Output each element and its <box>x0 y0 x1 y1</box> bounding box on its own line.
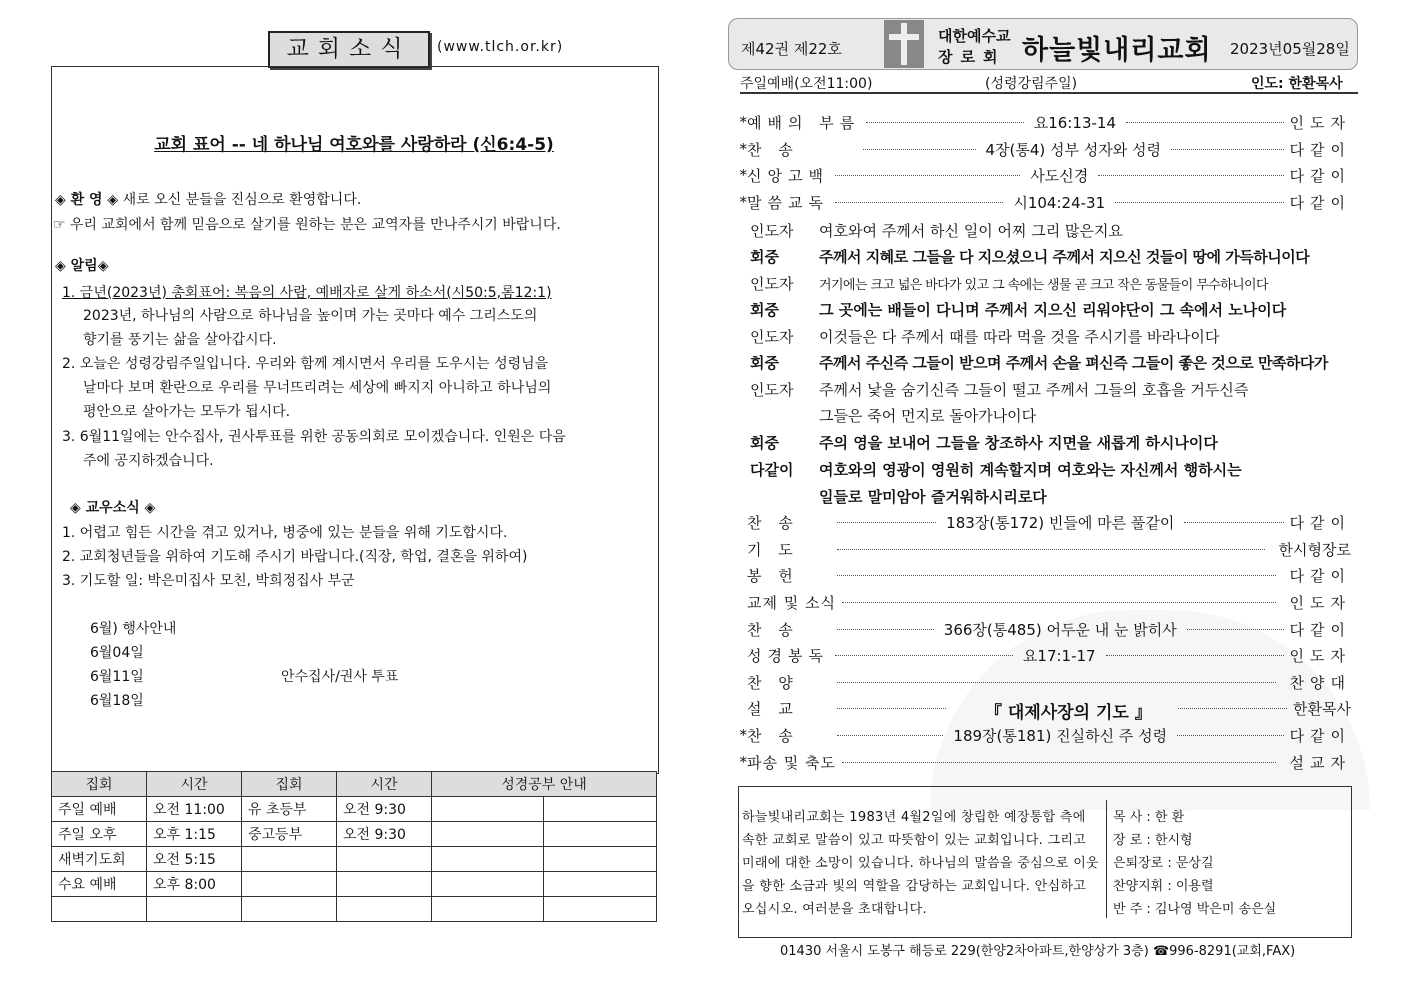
table-cell <box>242 847 337 872</box>
column-header: 시간 <box>337 772 432 797</box>
table-cell <box>432 897 544 922</box>
order-row: 찬 송 366장(통485) 어두운 내 눈 밝히사 다같이 <box>747 620 1351 639</box>
reading-text: 주께서 주신즉 그들이 받으며 주께서 손을 펴신즉 그들이 좋은 것으로 만족하다가 <box>819 354 1328 372</box>
news-line: 1. 어렵고 힘든 시간을 겪고 있거나, 병중에 있는 분들을 위해 기도합시다. <box>62 525 508 541</box>
order-row: 교제 및 소식 인도자 <box>747 593 1351 612</box>
table-row <box>52 822 657 847</box>
notice-line: 3. 6월11일에는 안수집사, 권사투표를 위한 공동의회로 모이겠습니다. 인원은 다음 <box>62 429 566 445</box>
table-row <box>52 847 657 872</box>
welcome-text: 새로 오신 분들을 진심으로 환영합니다. <box>118 192 362 208</box>
event-date: 6월11일 <box>90 669 144 685</box>
reading-text: 그들은 죽어 먼지로 돌아가나이다 <box>819 407 1037 425</box>
events-heading: 6월) 행사안내 <box>90 621 177 637</box>
staff-line: 반 주 : 김나영 박은미 송은실 <box>1113 902 1277 917</box>
notice-line: 향기를 풍기는 삶을 살아갑시다. <box>83 332 277 348</box>
table-cell <box>52 897 147 922</box>
table-cell <box>544 872 657 897</box>
order-row: 봉 헌 다같이 <box>747 566 1351 585</box>
order-row: 기 도 한시형장로 <box>747 540 1351 559</box>
order-row: * 말씀교독 시104:24-31 다같이 <box>739 193 1351 212</box>
staff-line: 장 로 : 한시형 <box>1113 833 1193 848</box>
column-header: 시간 <box>147 772 242 797</box>
bulletin-date: 2023년05월28일 <box>1230 40 1350 58</box>
event-desc: 안수집사/권사 투표 <box>281 669 399 685</box>
table-cell <box>544 897 657 922</box>
church-intro: 하늘빛내리교회는 1983년 4월2일에 창립한 예장통합 측에 속한 교회로 말씀이 있고 따뜻함이 있는 교회입니다. 그리고 미래에 대한 소망이 있습니다. 하나님의 말씀을 중심으로 이웃을 향한 소금과 빛의 역할을 감당하는 교회입니다. 안심하고 오십시오. 여러분을 초대합니다. <box>742 810 1099 917</box>
service-leader: 인도: 한환목사 <box>1251 76 1343 92</box>
reading-role: 다같이 <box>750 461 794 479</box>
table-cell <box>432 797 544 822</box>
table-cell: 오후 8:00 <box>147 872 242 897</box>
reading-text: 여호와의 영광이 영원히 계속할지며 여호와는 자신께서 행하시는 <box>819 461 1242 479</box>
notice-line: 평안으로 살아가는 모두가 됩시다. <box>83 404 291 420</box>
staff-line: 찬양지휘 : 이용렬 <box>1113 879 1214 894</box>
table-cell: 수요 예배 <box>52 872 147 897</box>
table-cell <box>544 797 657 822</box>
table-cell <box>242 897 337 922</box>
info-divider <box>1106 800 1107 918</box>
denomination: 대한예수교 <box>938 27 1011 45</box>
cross-logo-vertical <box>901 23 907 65</box>
table-header-row <box>52 772 657 797</box>
reading-role: 회중 <box>750 434 779 452</box>
column-header: 집회 <box>52 772 147 797</box>
notice-line: 2. 오늘은 성령강림주일입니다. 우리와 함께 계시면서 우리를 도우시는 성령님을 <box>62 356 549 372</box>
table-cell: 유 초등부 <box>242 797 337 822</box>
reading-text: 이것들은 다 주께서 때를 따라 먹을 것을 주시기를 바라나이다 <box>819 328 1220 346</box>
notice-line: 날마다 보며 환란으로 우리를 무너뜨리려는 세상에 빠지지 아니하고 하나님의 <box>83 380 552 396</box>
table-cell <box>147 897 242 922</box>
reading-text: 그 곳에는 배들이 다니며 주께서 지으신 리워야단이 그 속에서 노나이다 <box>819 301 1287 319</box>
table-cell <box>544 847 657 872</box>
denomination-sub: 장로회 <box>938 48 1006 66</box>
page-title: 교회소식 <box>268 31 430 68</box>
reading-text: 주께서 낯을 숨기신즉 그들이 떨고 주께서 그들의 호흡을 거두신즉 <box>819 381 1249 399</box>
table-cell: 오전 9:30 <box>337 822 432 847</box>
reading-role: 인도자 <box>750 275 794 293</box>
sermon-title: 『 대제사장의 기도 』 <box>985 703 1152 723</box>
church-address: 01430 서울시 도봉구 해등로 229(한양2차아파트,한양상가 3층) ☎996-8291(교회,FAX) <box>780 944 1296 959</box>
event-date: 6월04일 <box>90 645 144 661</box>
notice-line: 1. 금년(2023년) 총회표어: 복음의 사람, 예배자로 살게 하소서(시50:5,롬12:1) <box>62 285 552 301</box>
reading-text: 거기에는 크고 넓은 바다가 있고 그 속에는 생물 곧 크고 작은 동물들이 무수하니이다 <box>819 278 1268 293</box>
event-date: 6월18일 <box>90 693 144 709</box>
schedule-table <box>51 771 657 922</box>
order-row: 찬 송 183장(통172) 빈들에 마른 풀같이 다같이 <box>747 513 1351 532</box>
table-cell: 오후 1:15 <box>147 822 242 847</box>
table-cell: 오전 5:15 <box>147 847 242 872</box>
reading-text: 여호와여 주께서 하신 일이 어찌 그리 많은지요 <box>819 222 1123 240</box>
column-header: 집회 <box>242 772 337 797</box>
service-occasion: (성령강림주일) <box>985 76 1078 92</box>
reading-text: 주의 영을 보내어 그들을 창조하사 지면을 새롭게 하시나이다 <box>819 434 1218 452</box>
table-cell <box>432 847 544 872</box>
news-line: 2. 교회청년들을 위하여 기도해 주시기 바랍니다.(직장, 학업, 결혼을 위하여) <box>62 549 528 565</box>
column-header: 성경공부 안내 <box>432 772 657 797</box>
staff-list <box>1113 806 1276 921</box>
table-cell <box>432 872 544 897</box>
church-name: 하늘빛내리교회 <box>1022 35 1212 66</box>
service-time: 주일예배(오전11:00) <box>740 76 873 92</box>
order-row: * 찬 송 4장(통4) 성부 성자와 성령 다같이 <box>739 140 1351 159</box>
notice-line: 주에 공지하겠습니다. <box>83 453 214 469</box>
staff-line: 목 사 : 한 환 <box>1113 810 1185 825</box>
table-row <box>52 897 657 922</box>
news-line: 3. 기도할 일: 박은미집사 모친, 박희정집사 부군 <box>62 573 355 589</box>
news-heading: ◈ 교우소식 ◈ <box>70 500 156 516</box>
table-cell <box>337 847 432 872</box>
notice-line: 2023년, 하나님의 사람으로 하나님을 높이며 가는 곳마다 예수 그리스도의 <box>83 308 538 324</box>
reading-role: 회중 <box>750 354 779 372</box>
staff-line: 은퇴장로 : 문상길 <box>1113 856 1214 871</box>
table-row <box>52 872 657 897</box>
reading-role: 회중 <box>750 301 779 319</box>
order-row: 설 교 한환목사 <box>747 699 1351 718</box>
table-cell: 주일 오후 <box>52 822 147 847</box>
reading-role: 회중 <box>750 248 779 266</box>
website-url: (www.tlch.or.kr) <box>437 39 564 55</box>
table-cell <box>337 872 432 897</box>
welcome-line-2: ☞ 우리 교회에서 함께 믿음으로 살기를 원하는 분은 교역자를 만나주시기 바랍니다. <box>53 217 561 233</box>
cross-logo-horizontal <box>889 34 919 40</box>
table-cell: 오전 9:30 <box>337 797 432 822</box>
table-cell: 새벽기도회 <box>52 847 147 872</box>
order-row: * 예배의 부름 요16:13-14 인도자 <box>739 113 1352 132</box>
table-cell <box>242 872 337 897</box>
table-cell <box>337 897 432 922</box>
table-cell: 오전 11:00 <box>147 797 242 822</box>
table-cell: 주일 예배 <box>52 797 147 822</box>
welcome-section <box>55 189 361 209</box>
order-row: 찬 양 찬양대 <box>747 673 1351 692</box>
table-cell: 중고등부 <box>242 822 337 847</box>
table-cell <box>432 822 544 847</box>
order-row: * 신앙고백 사도신경 다같이 <box>739 166 1352 185</box>
welcome-heading: ◈ 환 영 ◈ <box>55 192 119 208</box>
table-row <box>52 797 657 822</box>
reading-role: 인도자 <box>750 381 794 399</box>
order-row: 성경봉독 요17:1-17 인도자 <box>747 646 1352 665</box>
order-row: * 찬 송 189장(통181) 진실하신 주 성령 다같이 <box>739 726 1352 745</box>
table-cell <box>544 822 657 847</box>
reading-text: 주께서 지혜로 그들을 다 지으셨으니 주께서 지으신 것들이 땅에 가득하니이다 <box>819 248 1310 266</box>
volume-number: 제42권 제22호 <box>741 40 842 58</box>
reading-role: 인도자 <box>750 222 794 240</box>
church-motto: 교회 표어 -- 네 하나님 여호와를 사랑하라 (신6:4-5) <box>154 135 554 155</box>
reading-role: 인도자 <box>750 328 794 346</box>
order-row: * 파송 및 축도 설교자 <box>739 753 1351 772</box>
notice-heading: ◈ 알림◈ <box>55 258 109 274</box>
reading-text: 일들로 말미암아 즐거워하시리로다 <box>819 488 1047 506</box>
